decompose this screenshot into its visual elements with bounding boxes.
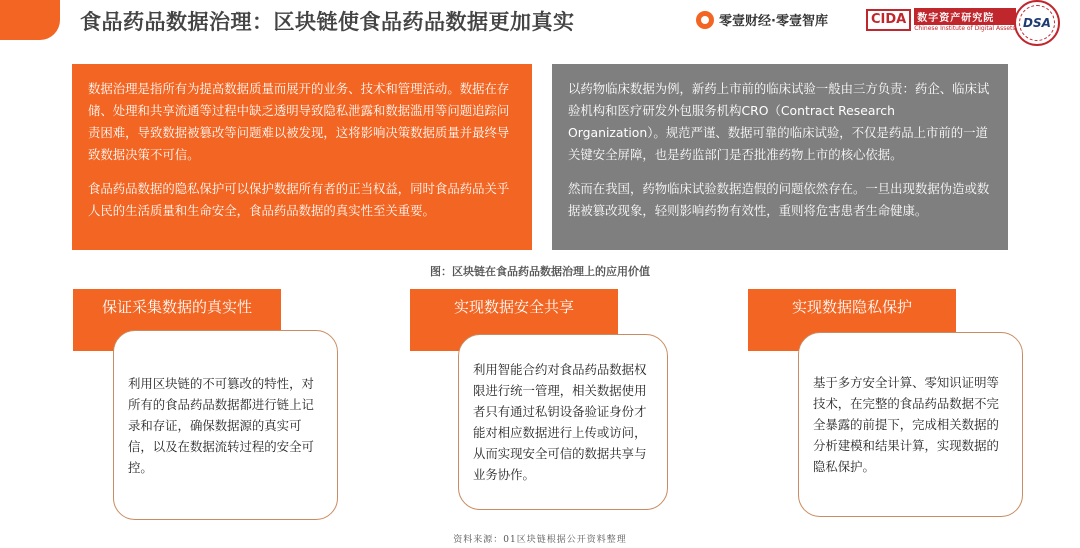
value-card-text: 利用智能合约对食品药品数据权限进行统一管理，相关数据使用者只有通过私钥设备验证身份才能对相应数据进行上传或访问，从而实现安全可信的数据共享与业务协作。 [473, 362, 647, 482]
value-title-authenticity: 保证采集数据的真实性 [73, 289, 281, 351]
cida-name-en: Chinese Institute of Digital Assets [914, 25, 1016, 32]
value-card-text: 基于多方安全计算、零知识证明等技术，在完整的食品药品数据不完全暴露的前提下，完成相关数据的分析建模和结果计算，实现数据的隐私保护。 [813, 375, 999, 474]
brand-logo-01caijing [696, 10, 828, 29]
panel-paragraph: 然而在我国，药物临床试验数据造假的问题依然存在。一旦出现数据伪造或数据被篡改现象，轻则影响药物有效性，重则将危害患者生命健康。 [568, 181, 990, 218]
value-card-sharing [458, 334, 668, 510]
source-note: 资料来源：01区块链根据公开资料整理 [453, 535, 627, 545]
value-title-sharing: 实现数据安全共享 [410, 289, 618, 351]
cida-logo-text [914, 8, 1015, 32]
value-card-privacy [798, 332, 1023, 517]
brand-text: 零壹财经·零壹智库 [719, 14, 828, 29]
data-governance-panel [72, 64, 532, 250]
cida-logo-mark: CIDA [866, 9, 911, 31]
value-card-text: 利用区块链的不可篡改的特性，对所有的食品药品数据都进行链上记录和存证，确保数据源的真实可信，以及在数据流转过程的安全可控。 [128, 375, 314, 475]
value-title-privacy: 实现数据隐私保护 [748, 289, 956, 351]
panel-paragraph: 食品药品数据的隐私保护可以保护数据所有者的正当权益，同时食品药品关乎人民的生活质量和生命安全，食品药品数据的真实性至关重要。 [88, 181, 510, 218]
corner-accent-tab [0, 0, 60, 40]
clinical-data-panel [552, 64, 1008, 250]
brand-mark-icon [696, 11, 714, 29]
panel-paragraph: 以药物临床数据为例，新药上市前的临床试验一般由三方负责：药企、临床试验机构和医疗研发外包服务机构CRO（Contract Research Organization）。规范严谨、数据可靠的临床试验，不仅是药品上市前的一道关键安全屏障，也是药监部门是否批准药物上市的核心依据。 [568, 81, 990, 162]
dsa-seal-icon [1014, 0, 1060, 46]
value-card-authenticity [113, 330, 338, 520]
page-title: 食品药品数据治理：区块链使食品药品数据更加真实 [80, 10, 575, 34]
figure-caption: 图：区块链在食品药品数据治理上的应用价值 [430, 265, 650, 278]
cida-name-cn: 数字资产研究院 [914, 8, 1015, 25]
cida-logo [866, 8, 1016, 32]
dsa-seal-text: DSA [1023, 16, 1051, 30]
panel-paragraph: 数据治理是指所有为提高数据质量而展开的业务、技术和管理活动。数据在存储、处理和共享流通等过程中缺乏透明导致隐私泄露和数据滥用等问题追踪问责困难，导致数据被篡改等问题难以被发现，这将影响决策数据质量并最终导致数据决策不可信。 [88, 81, 510, 162]
